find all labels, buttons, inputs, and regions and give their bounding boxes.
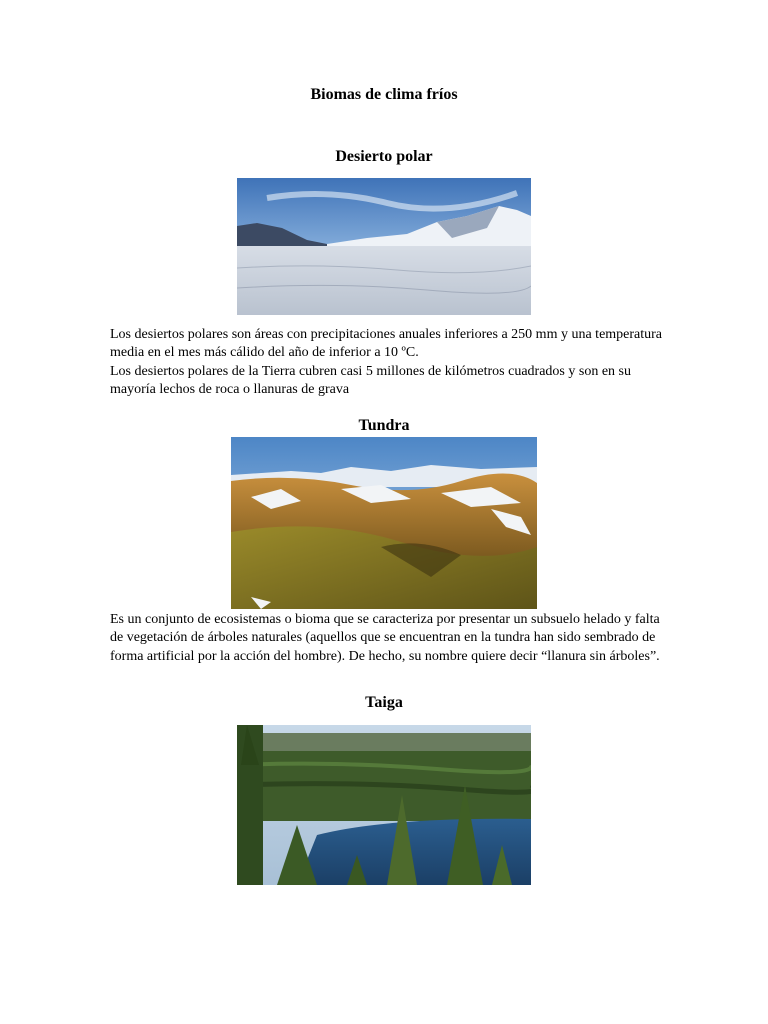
document-title: Biomas de clima fríos	[310, 86, 458, 103]
polar-desert-image	[237, 178, 531, 315]
heading-taiga: Taiga	[365, 694, 403, 711]
tundra-text	[110, 611, 665, 666]
heading-tundra: Tundra	[358, 417, 410, 434]
taiga-image	[237, 725, 531, 885]
desierto-polar-text	[110, 326, 665, 399]
tundra-paragraph-1: Es un conjunto de ecosistemas o bioma que se caracteriza por presentar un subsuelo helado y falta de vegetación de árboles naturales (aquellos que se encuentran en la tundra han sido sembrado de forma artificial por la acción del hombre). De hecho, su nombre quiere decir “llanura sin árboles”.	[110, 612, 660, 664]
desierto-polar-paragraph-1: Los desiertos polares son áreas con precipitaciones anuales inferiores a 250 mm y una temperatura media en el mes más cálido del año de inferior a 10 ºC.	[110, 327, 663, 361]
heading-desierto-polar: Desierto polar	[335, 148, 433, 165]
desierto-polar-paragraph-2: Los desiertos polares de la Tierra cubren casi 5 millones de kilómetros cuadrados y son en su mayoría lechos de roca o llanuras de grava	[110, 363, 631, 397]
tundra-image	[231, 437, 537, 609]
